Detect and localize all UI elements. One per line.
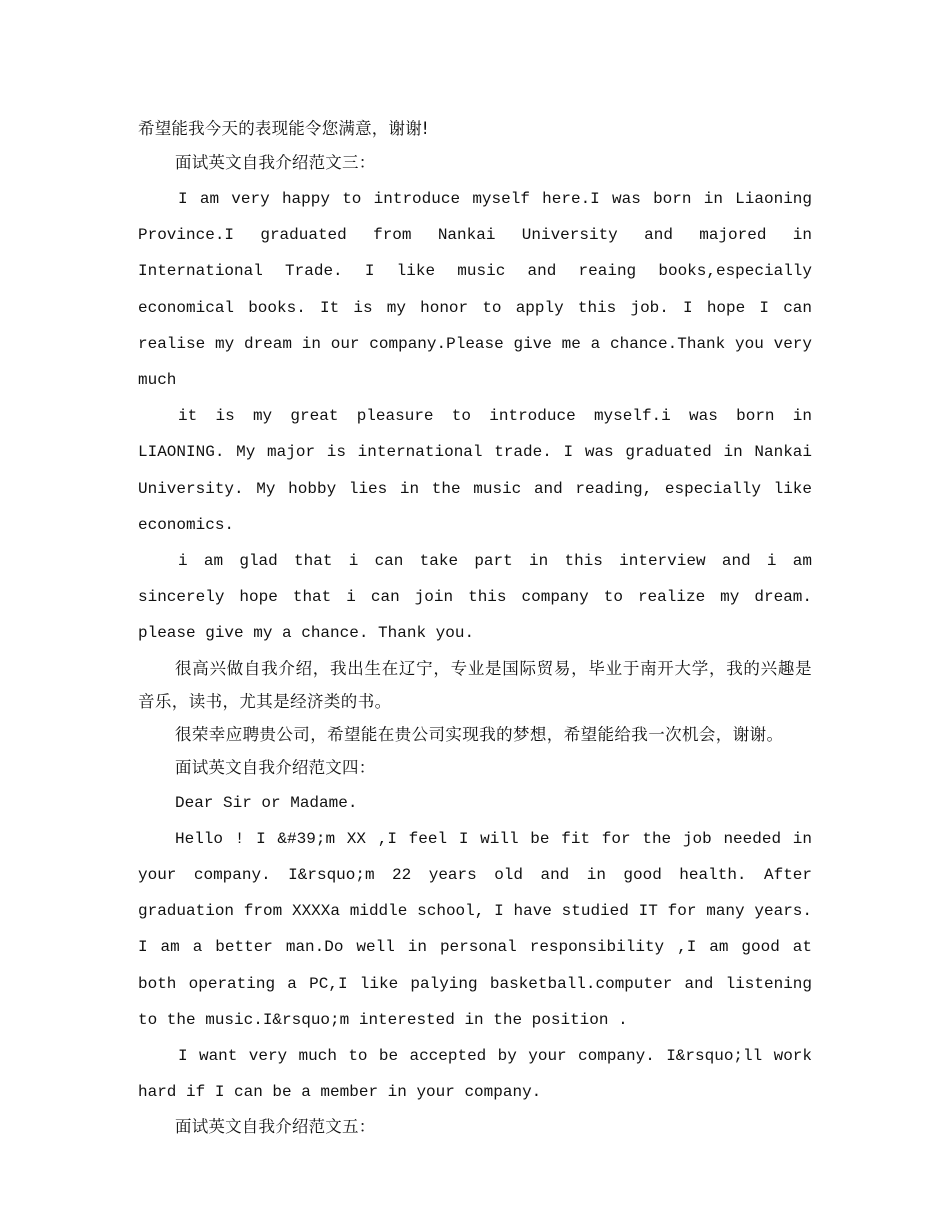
sample-4-paragraph-2: I want very much to be accepted by your company. I&rsquo;ll work hard if I can be a member in your company. [138, 1047, 812, 1102]
sample-3-paragraph-3: i am glad that i can take part in this interview and i am sincerely hope that i can join this company to realize my dream. please give my a chance. Thank you. [138, 552, 812, 643]
closing-line: 希望能我今天的表现能令您满意，谢谢! [138, 119, 429, 138]
sample-4-salutation: Dear Sir or Madame. [175, 793, 358, 812]
document-body [138, 112, 812, 1144]
sample-3-chinese-paragraph-2: 很荣幸应聘贵公司，希望能在贵公司实现我的梦想，希望能给我一次机会，谢谢。 [175, 724, 784, 744]
section-heading-3: 面试英文自我介绍范文三： [175, 153, 376, 172]
sample-3-chinese-paragraph-1: 很高兴做自我介绍，我出生在辽宁，专业是国际贸易，毕业于南开大学，我的兴趣是音乐，读书，尤其是经济类的书。 [138, 658, 812, 711]
sample-3-paragraph-1: I am very happy to introduce myself here.I was born in Liaoning Province.I graduated from Nankai University and majored in International Trade. I like music and reaing books,especially economical books. It is my honor to apply this job. I hope I can realise my dream in our company.Please give me a chance.Thank you very much [138, 190, 812, 390]
section-heading-5: 面试英文自我介绍范文五： [175, 1117, 376, 1137]
sample-3-paragraph-2: it is my great pleasure to introduce myself.i was born in LIAONING. My major is international trade. I was graduated in Nankai University. My hobby lies in the music and reading, especially like economics. [138, 407, 812, 534]
sample-4-paragraph-1: Hello ! I &#39;m XX ,I feel I will be fit for the job needed in your company. I&rsquo;m 22 years old and in good health. After graduation from XXXXa middle school, I have studied IT for many years. I am a better man.Do well in personal responsibility ,I am good at both operating a PC,I like palying basketball.computer and listening to the music.I&rsquo;m interested in the position . [138, 829, 812, 1029]
section-heading-4: 面试英文自我介绍范文四： [175, 757, 376, 777]
